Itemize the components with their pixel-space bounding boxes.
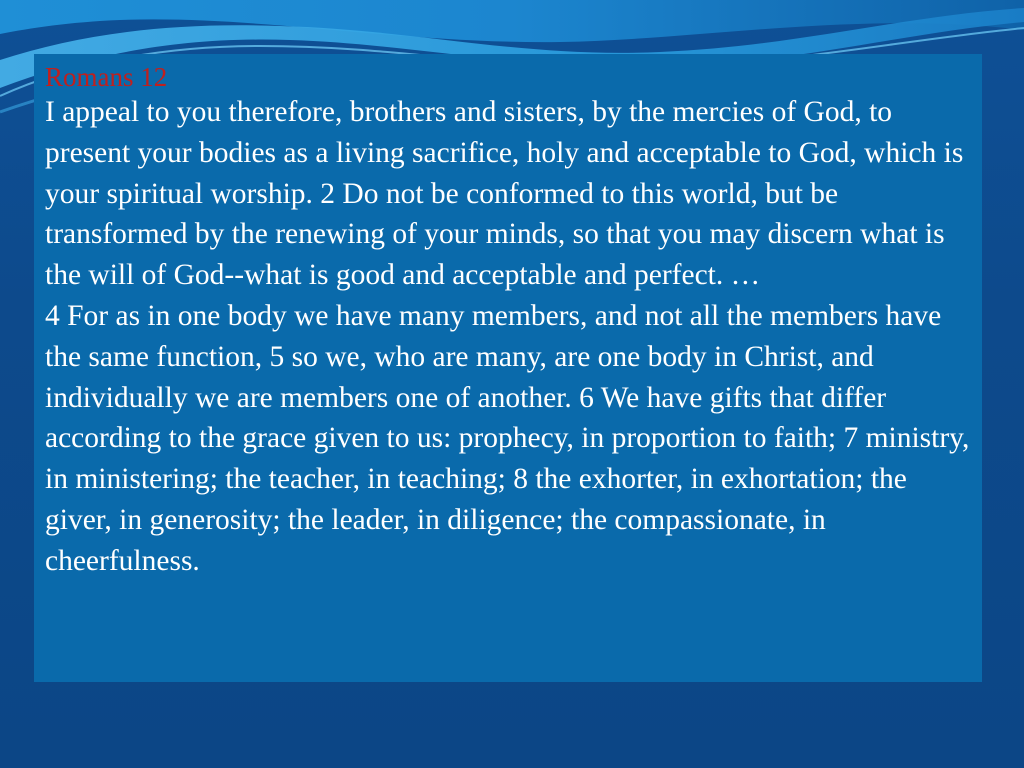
content-panel [34, 54, 982, 682]
scripture-paragraph-2: 4 For as in one body we have many members, and not all the members have the same function, 5 so we, who are many, are one body in Christ, and individually we are members one of another. 6 We have gifts that differ according to the grace given to us: prophecy, in proportion to faith; 7 ministry, in ministering; the teacher, in teaching; 8 the exhorter, in exhortation; the giver, in generosity; the leader, in diligence; the compassionate, in cheerfulness. [45, 299, 970, 577]
scripture-paragraph-1: I appeal to you therefore, brothers and sisters, by the mercies of God, to present your bodies as a living sacrifice, holy and acceptable to God, which is your spiritual worship. 2 Do not be conformed to this world, but be transformed by the renewing of your minds, so that you may discern what is the will of God--what is good and acceptable and perfect. … [45, 96, 964, 292]
scripture-reference-title: Romans 12 [45, 62, 168, 92]
